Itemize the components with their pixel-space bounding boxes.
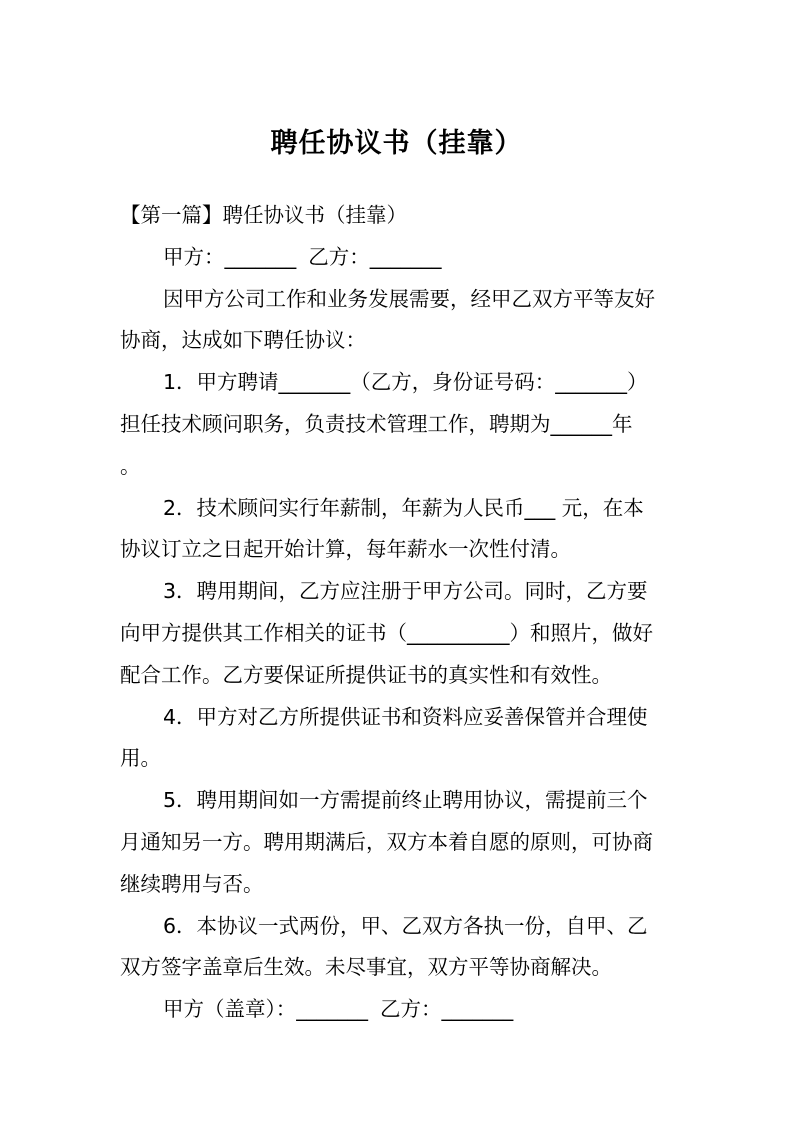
clause-5-line: 5．聘用期间如一方需提前终止聘用协议，需提前三个 (163, 788, 648, 813)
clause-4-line: 用。 (120, 746, 161, 771)
clause-6-line: 双方签字盖章后生效。未尽事宜，双方平等协商解决。 (120, 955, 612, 980)
party-a-field: 甲方：_______ (163, 244, 297, 269)
signature-line (120, 989, 680, 1031)
parties-line (120, 237, 680, 279)
clause-1-line: 1．甲方聘请_______（乙方，身份证号码：_______） (163, 370, 648, 395)
party-b-sign-field: 乙方：_______ (380, 997, 514, 1022)
clause-3-line: 3．聘用期间，乙方应注册于甲方公司。同时，乙方要 (163, 579, 648, 604)
paragraph-line: 协商，达成如下聘任协议： (120, 328, 366, 353)
document-title: 聘任协议书（挂靠） (270, 128, 523, 159)
clause-3-line: 向甲方提供其工作相关的证书（__________）和照片，做好 (120, 620, 653, 645)
document-body (120, 195, 680, 1031)
clause-6-line: 6．本协议一式两份，甲、乙双方各执一份，自甲、乙 (163, 913, 648, 938)
clause-2-line: 2．技术顾问实行年薪制，年薪为人民币___ 元，在本 (163, 495, 644, 520)
section-heading: 【第一篇】聘任协议书（挂靠） (120, 203, 407, 227)
party-b-field: 乙方：_______ (308, 244, 442, 269)
clause-3-line: 配合工作。乙方要保证所提供证书的真实性和有效性。 (120, 662, 612, 687)
clause-2-line: 协议订立之日起开始计算，每年薪水一次性付清。 (120, 537, 571, 562)
clause-4-line: 4．甲方对乙方所提供证书和资料应妥善保管并合理使 (163, 704, 648, 729)
clause-5-line: 月通知另一方。聘用期满后，双方本着自愿的原则，可协商 (120, 829, 653, 854)
clause-5-line: 继续聘用与否。 (120, 871, 264, 896)
party-a-seal-field: 甲方（盖章）：_______ (163, 997, 368, 1022)
clause-1-line: 担任技术顾问职务，负责技术管理工作，聘期为______年 (120, 411, 633, 436)
paragraph-line: 因甲方公司工作和业务发展需要，经甲乙双方平等友好 (163, 286, 655, 311)
clause-1-line: 。 (120, 453, 141, 478)
